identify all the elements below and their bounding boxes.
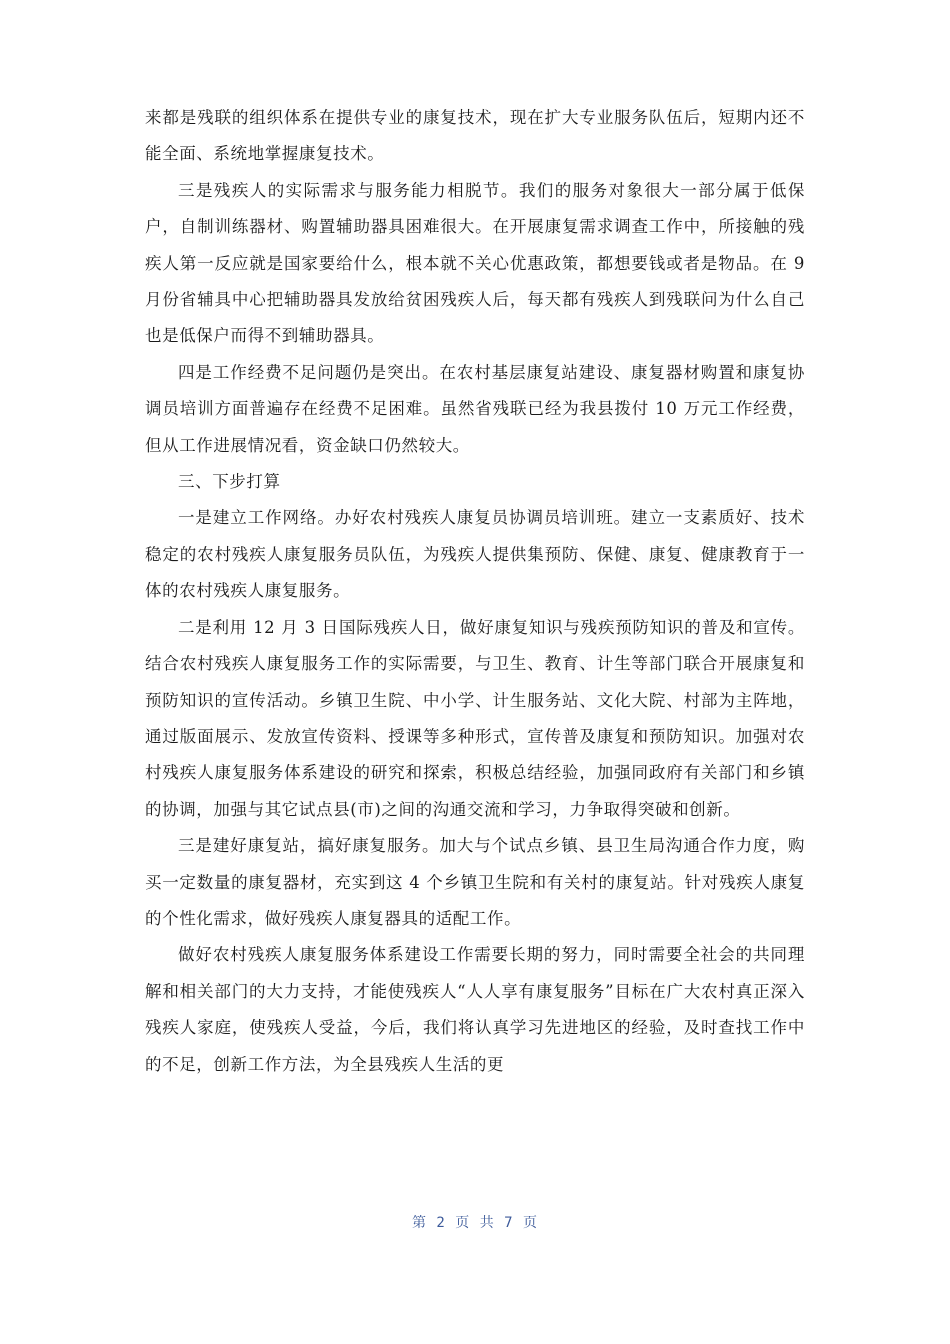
paragraph-point-three: 三是残疾人的实际需求与服务能力相脱节。我们的服务对象很大一部分属于低保户，自制训练器材、购置辅助器具困难很大。在开展康复需求调查工作中，所接触的残疾人第一反应就是国家要给什么，根本就不关心优惠政策，都想要钱或者是物品。在 9 月份省辅具中心把辅助器具发放给贫困残疾人后，每天都有残疾人到残联问为什么自己也是低保户而得不到辅助器具。 — [145, 180, 805, 346]
paragraph-conclusion: 做好农村残疾人康复服务体系建设工作需要长期的努力，同时需要全社会的共同理解和相关部门的大力支持，才能使残疾人“人人享有康复服务”目标在广大农村真正深入残疾人家庭，使残疾人受益，今后，我们将认真学习先进地区的经验，及时查找工作中的不足，创新工作方法，为全县残疾人生活的更 — [145, 945, 805, 1074]
paragraph-plan-two: 二是利用 12 月 3 日国际残疾人日，做好康复知识与残疾预防知识的普及和宣传。结合农村残疾人康复服务工作的实际需要，与卫生、教育、计生等部门联合开展康复和预防知识的宣传活动。乡镇卫生院、中小学、计生服务站、文化大院、村部为主阵地，通过版面展示、发放宣传资料、授课等多种形式，宣传普及康复和预防知识。加强对农村残疾人康复服务体系建设的研究和探索，积极总结经验，加强同政府有关部门和乡镇的协调，加强与其它试点县(市)之间的沟通交流和学习，力争取得突破和创新。 — [145, 617, 805, 819]
page-number-footer: 第 2 页 共 7 页 — [411, 1215, 538, 1231]
document-body — [145, 100, 805, 1083]
paragraph-point-four: 四是工作经费不足问题仍是突出。在农村基层康复站建设、康复器材购置和康复协调员培训方面普遍存在经费不足困难。虽然省残联已经为我县拨付 10 万元工作经费，但从工作进展情况看，资金缺口仍然较大。 — [145, 362, 805, 455]
paragraph-continuation: 来都是残联的组织体系在提供专业的康复技术，现在扩大专业服务队伍后，短期内还不能全面、系统地掌握康复技术。 — [145, 108, 805, 164]
section-heading-next-steps: 三、下步打算 — [178, 472, 281, 492]
paragraph-plan-one: 一是建立工作网络。办好农村残疾人康复员协调员培训班。建立一支素质好、技术稳定的农村残疾人康复服务员队伍，为残疾人提供集预防、保健、康复、健康教育于一体的农村残疾人康复服务。 — [145, 508, 805, 601]
paragraph-plan-three: 三是建好康复站，搞好康复服务。加大与个试点乡镇、县卫生局沟通合作力度，购买一定数量的康复器材，充实到这 4 个乡镇卫生院和有关村的康复站。针对残疾人康复的个性化需求，做好残疾人康复器具的适配工作。 — [145, 836, 805, 928]
